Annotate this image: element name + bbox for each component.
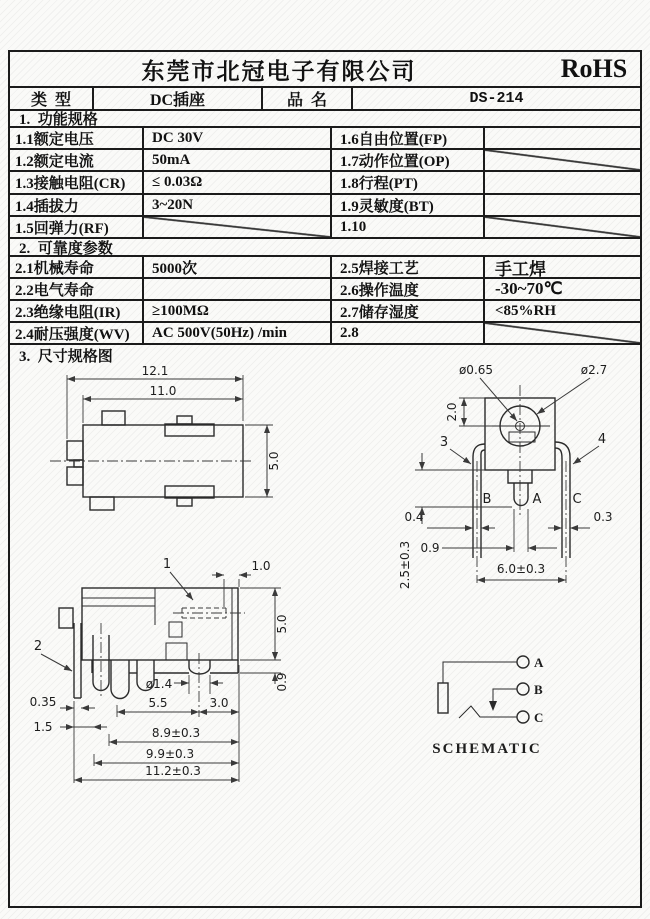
spec-label: 2.3绝缘电阻(IR): [10, 301, 144, 321]
spec-label: 1.9灵敏度(BT): [332, 195, 485, 215]
type-row: [10, 88, 640, 111]
part-3-label: 3: [439, 435, 449, 450]
document-frame: [8, 50, 642, 908]
dim-leg-b-width: 0.4: [404, 510, 424, 524]
section3-title: 3. 尺寸规格图: [19, 348, 113, 365]
spec-label: 1.10: [332, 217, 485, 237]
dim-pin-width: 0.9: [420, 541, 440, 555]
spec-value: DC 30V: [144, 128, 332, 148]
table-row: [10, 172, 640, 195]
spec-value: 3~20N: [144, 195, 332, 215]
spec-label: 1.1额定电压: [10, 128, 144, 148]
part-2-label: 2: [33, 639, 43, 654]
company-name: 东莞市北冠电子有限公司: [141, 58, 417, 84]
spec-value: 手工焊: [495, 259, 546, 277]
section2-title: 2. 可靠度参数: [10, 239, 640, 257]
dim-solder-pin-diameter: ø1.4: [145, 677, 173, 691]
schematic-title: SCHEMATIC: [432, 741, 542, 757]
front-view-outline: [473, 385, 570, 583]
spec-label: 2.6操作温度: [332, 279, 485, 299]
dim-pin-pitch-15: 1.5: [33, 720, 53, 734]
spec-value: [485, 195, 640, 215]
dim-length-99: 9.9±0.3: [145, 747, 195, 761]
product-name-label: 品 名: [263, 88, 353, 109]
spec-value: -30~70℃: [495, 279, 563, 298]
dim-flat-pin-width: 0.35: [29, 695, 57, 709]
spec-value: 50mA: [144, 150, 332, 170]
rohs-badge: RoHS: [560, 54, 628, 83]
spec-label: 1.3接触电阻(CR): [10, 172, 144, 193]
schematic-symbol: [438, 662, 517, 718]
schematic-pin-a: A: [534, 655, 544, 670]
table-row: [10, 301, 640, 323]
dim-body-height: 5.0: [267, 451, 281, 471]
dim-leg-span: 6.0±0.3: [496, 562, 546, 576]
dim-pin-offset: 1.0: [251, 559, 271, 573]
spec-label: 1.8行程(PT): [332, 172, 485, 193]
dim-length-89: 8.9±0.3: [151, 726, 201, 740]
spec-label: 2.8: [332, 323, 485, 343]
dimension-drawings: [10, 365, 640, 906]
spec-value-na: [485, 217, 640, 237]
header-row: [10, 52, 640, 88]
spec-value-na: [485, 150, 640, 170]
schematic-pin-b: B: [534, 682, 543, 697]
spec-label: 1.7动作位置(OP): [332, 150, 485, 170]
spec-value: 5000次: [144, 257, 332, 277]
top-view-outline: [67, 411, 243, 510]
part-1-label: 1: [162, 557, 172, 572]
spec-value: <85%RH: [495, 302, 557, 319]
front-view-pin-labels: [483, 492, 582, 507]
spec-value: AC 500V(50Hz) /min: [144, 323, 332, 343]
spec-label: 1.5回弹力(RF): [10, 217, 144, 237]
spec-label: 1.4插拔力: [10, 195, 144, 215]
table-row: [10, 279, 640, 301]
front-view-part-labels: [440, 432, 606, 464]
dim-pin-pitch-30: 3.0: [209, 696, 229, 710]
spec-label: 2.4耐压强度(WV): [10, 323, 144, 343]
schematic-pin-c: C: [534, 710, 544, 725]
table-row: [10, 323, 640, 345]
section1-title: 1. 功能规格: [10, 111, 640, 128]
spec-value: [485, 172, 640, 193]
schematic-pins: [517, 655, 544, 725]
dim-pin-pitch-55: 5.5: [148, 696, 168, 710]
dim-overall-width: 12.1: [141, 365, 169, 378]
side-view-hidden-pin: [173, 608, 245, 618]
table-row: [10, 150, 640, 172]
table-row: [10, 128, 640, 150]
dim-center-pin-diameter: ø0.65: [458, 365, 494, 377]
spec-label: 2.2电气寿命: [10, 279, 144, 299]
dim-body-width: 11.0: [149, 384, 177, 398]
table-row: [10, 257, 640, 279]
spec-value: ≤ 0.03Ω: [144, 172, 332, 193]
pin-b-label: B: [482, 492, 492, 507]
side-view-dimensions: [30, 559, 289, 783]
product-name-value: DS-214: [469, 90, 524, 107]
pin-a-label: A: [532, 492, 542, 507]
drawing-front-view: [398, 365, 613, 589]
spec-value-na: [485, 323, 640, 343]
type-label: 类 型: [10, 88, 94, 109]
spec-label: 2.1机械寿命: [10, 257, 144, 277]
dim-seat-height: 0.9: [275, 672, 289, 692]
drawing-side-view: [30, 557, 289, 783]
type-value: DC插座: [94, 88, 263, 109]
pin-c-label: C: [572, 492, 582, 507]
spec-value: ≥100MΩ: [144, 301, 332, 321]
dim-hole-diameter: ø2.7: [580, 365, 608, 377]
side-view-part-labels: [34, 557, 193, 671]
dim-leg-length: 2.5±0.3: [398, 540, 412, 590]
spec-label: 1.6自由位置(FP): [332, 128, 485, 148]
spec-value: [144, 279, 332, 299]
dim-hole-depth: 2.0: [445, 402, 459, 422]
top-view-dimensions: [67, 365, 281, 497]
dim-length-112: 11.2±0.3: [145, 764, 201, 778]
part-4-label: 4: [597, 432, 607, 447]
spec-label: 2.7储存湿度: [332, 301, 485, 321]
spec-label: 1.2额定电流: [10, 150, 144, 170]
spec-value: [485, 128, 640, 148]
spec-value-na: [144, 217, 332, 237]
dim-side-height: 5.0: [275, 614, 289, 634]
dim-leg-c-width: 0.3: [593, 510, 613, 524]
drawing-schematic: [432, 655, 544, 757]
drawing-top-view: [50, 365, 281, 510]
table-row: [10, 195, 640, 217]
spec-label: 2.5焊接工艺: [332, 257, 485, 277]
